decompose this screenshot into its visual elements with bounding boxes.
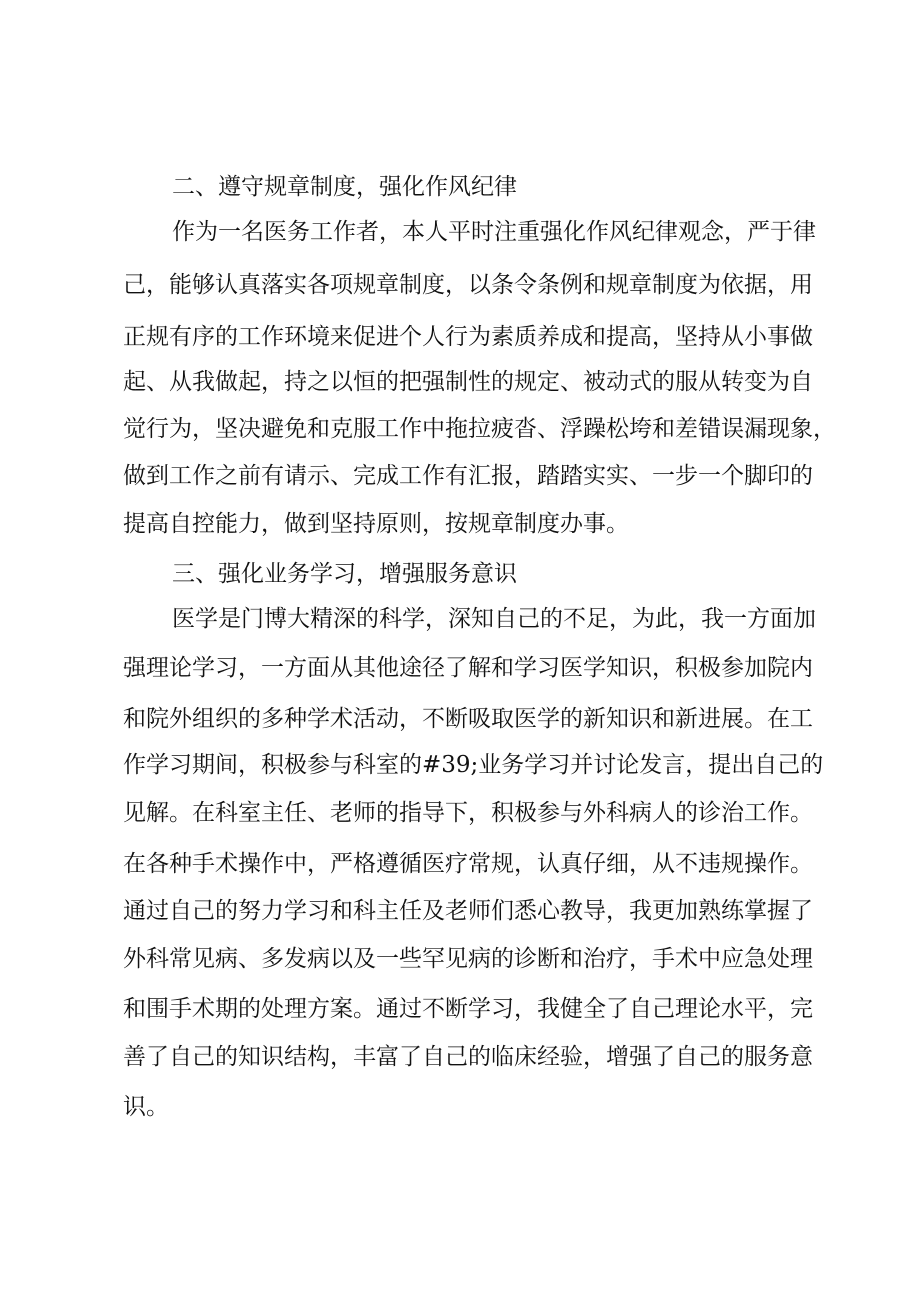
heading-text: 三、强化业务学习，增强服务意识 — [172, 561, 517, 587]
line-text: 正规有序的工作环境来促进个人行为素质养成和提高，坚持从小事做 — [123, 324, 813, 350]
line-text: 医学是门博大精深的科学，深知自己的不足，为此，我一方面加 — [172, 606, 816, 632]
line-text: 强理论学习，一方面从其他途径了解和学习医学知识，积极参加院内 — [123, 655, 813, 681]
line-text: 在各种手术操作中，严格遵循医疗常规，认真仔细，从不违规操作。 — [123, 851, 813, 877]
line-text: 见解。在科室主任、老师的指导下，积极参与外科病人的诊治工作。 — [123, 800, 813, 826]
line-text: 己，能够认真落实各项规章制度，以条令条例和规章制度为依据，用 — [123, 272, 813, 298]
line-text: 提高自控能力，做到坚持原则，按规章制度办事。 — [123, 511, 629, 537]
line-text: 通过自己的努力学习和科主任及老师们悉心教导，我更加熟练掌握了 — [123, 898, 813, 924]
line-text: 外科常见病、多发病以及一些罕见病的诊断和治疗，手术中应急处理 — [123, 946, 813, 972]
heading-text: 二、遵守规章制度，强化作风纪律 — [172, 174, 517, 200]
line-text: 做到工作之前有请示、完成工作有汇报，踏踏实实、一步一个脚印的 — [123, 463, 813, 489]
line-text: 和围手术期的处理方案。通过不断学习，我健全了自己理论水平，完 — [123, 996, 813, 1022]
line-text: 识。 — [123, 1094, 169, 1120]
line-text: 觉行为，坚决避免和克服工作中拖拉疲沓、浮躁松垮和差错误漏现象， — [123, 416, 836, 442]
line-text: 和院外组织的多种学术活动，不断吸取医学的新知识和新进展。在工 — [123, 706, 813, 732]
line-text: 作学习期间，积极参与科室的#39;业务学习并讨论发言，提出自己的 — [123, 752, 824, 778]
line-text: 善了自己的知识结构，丰富了自己的临床经验，增强了自己的服务意 — [123, 1044, 813, 1070]
line-text: 作为一名医务工作者，本人平时注重强化作风纪律观念，严于律 — [172, 219, 816, 245]
paragraph-line — [0, 1092, 920, 1182]
line-text: 起、从我做起，持之以恒的把强制性的规定、被动式的服从转变为自 — [123, 369, 813, 395]
